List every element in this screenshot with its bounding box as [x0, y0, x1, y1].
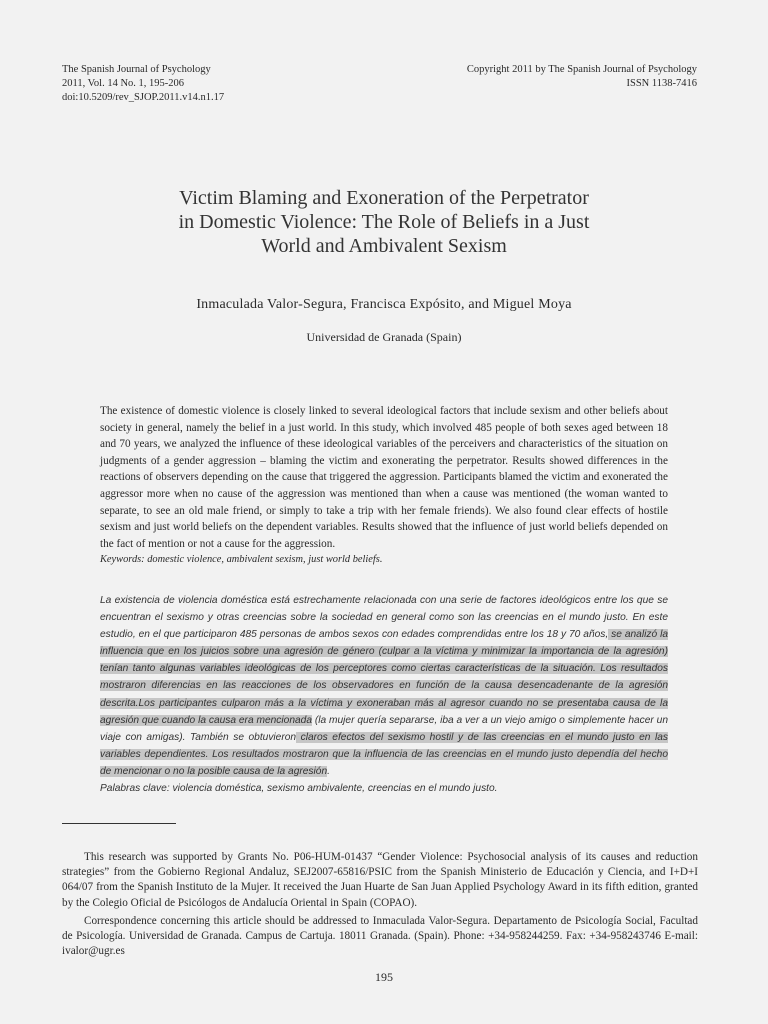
abstract-english	[100, 403, 668, 569]
journal-header	[62, 63, 224, 105]
highlighted-text[interactable]: claros efectos del sexismo hostil y de las creencias en el mundo justo en las variables dependientes. Los resultados mostraron que la influencia de las creencias en el mundo justo dependía del hecho de mencionar o no la posible causa de la agresión	[100, 731, 668, 777]
keywords: Keywords: domestic violence, ambivalent sexism, just world beliefs.	[100, 554, 383, 566]
palabras-clave: Palabras clave: violencia doméstica, sexismo ambivalente, creencias en el mundo justo.	[100, 783, 498, 795]
article-title	[100, 186, 668, 258]
journal-doi: doi:10.5209/rev_SJOP.2011.v14.n1.17	[62, 92, 225, 103]
copyright-line: Copyright 2011 by The Spanish Journal of Psychology	[466, 64, 697, 75]
highlighted-text[interactable]: se analizó la influencia que en los juicios sobre una agresión de género (culpar a la víctima y minimizar la importancia de la agresión) tenían tanto algunas variables ideológicas de los perceptores como ciertas características de la situación. Los resultados mostraron diferencias en las reacciones de los observadores en función de la causa desencadenante de la agresión descrita.	[100, 629, 668, 709]
abstract-es-text: .	[327, 765, 330, 777]
abstract-text: The existence of domestic violence is closely linked to several ideological factors that include sexism and other beliefs about society in general, namely the belief in a just world. In this study, which involved 485 people of both sexes aged between 18 and 70 years, we analyzed the influence of these ideological variables of the perceivers and characteristics of the situation on judgments of a gender aggression – blaming the victim and exonerating the perpetrator. Results showed differences in the reactions of observers depending on the cause that triggered the aggression. Participants blamed the victim and exonerated the aggressor more when no cause of the aggression was mentioned than when a cause was mentioned (the woman wanted to separate, to see an old male friend, or simply to take a trip with her female friends). We also found clear effects of hostile sexism and just world beliefs on the dependent variables. Results showed that the influence of just world beliefs depended on the fact of mention or not a cause for the aggression.	[100, 405, 668, 550]
issn-line: ISSN 1138-7416	[626, 78, 697, 89]
highlighted-text[interactable]: Los participantes culparon más a la víctima y exoneraban más al agresor cuando no se presentaba causa de la agresión que cuando la causa era mencionada	[100, 697, 668, 726]
journal-name: The Spanish Journal of Psychology	[62, 64, 211, 75]
page-number: 195	[375, 970, 393, 984]
abstract-es-text: La existencia de violencia doméstica está estrechamente relacionada con una serie de factores ideológicos entre los que se encuentran el sexismo y otras creencias sobre la sociedad en general como son las creencias en el mundo justo. En este estudio, en el que participaron 485 personas de ambos sexos con edades comprendidas entre los 18 y 70 años,	[100, 595, 668, 641]
title-line: Victim Blaming and Exoneration of the Perpetrator	[179, 187, 589, 209]
funding-note: This research was supported by Grants No. P06-HUM-01437 “Gender Violence: Psychosocial analysis of its causes and reduction strategies” from the Gobierno Regional Andaluz, SEJ2007-65816/PSIC from the Spanish Ministerio de Educación y Ciencia, and I+D+I 064/07 from the Spanish Instituto de la Mujer. It received the Juan Huarte de San Juan Applied Psychology Award in its fifth edition, granted by the Colegio Oficial de Psicólogos de Andalucía Oriental in Spain (COPAO).	[62, 851, 698, 909]
abstract-es-text: (la mujer quería separarse, iba a ver a un viejo amigo o simplemente hacer un viaje con amigas). También se obtuvieron	[100, 714, 668, 743]
title-line: in Domestic Violence: The Role of Beliefs in a Just	[178, 211, 590, 233]
journal-volume: 2011, Vol. 14 No. 1, 195-206	[62, 78, 185, 89]
footnote-divider	[62, 823, 176, 824]
affiliation: Universidad de Granada (Spain)	[306, 330, 462, 344]
title-line: World and Ambivalent Sexism	[261, 235, 507, 257]
abstract-spanish	[100, 592, 668, 797]
author-list: Inmaculada Valor-Segura, Francisca Expósito, and Miguel Moya	[196, 297, 572, 312]
copyright-header	[467, 63, 697, 91]
footnotes	[62, 850, 698, 962]
correspondence-note: Correspondence concerning this article should be addressed to Inmaculada Valor-Segura. Departamento de Psicología Social, Facultad de Psicología. Universidad de Granada. Campus de Cartuja. 18011 Granada. (Spain). Phone: +34-958244259. Fax: +34-958243746 E-mail: ivalor@ugr.es	[62, 914, 698, 958]
